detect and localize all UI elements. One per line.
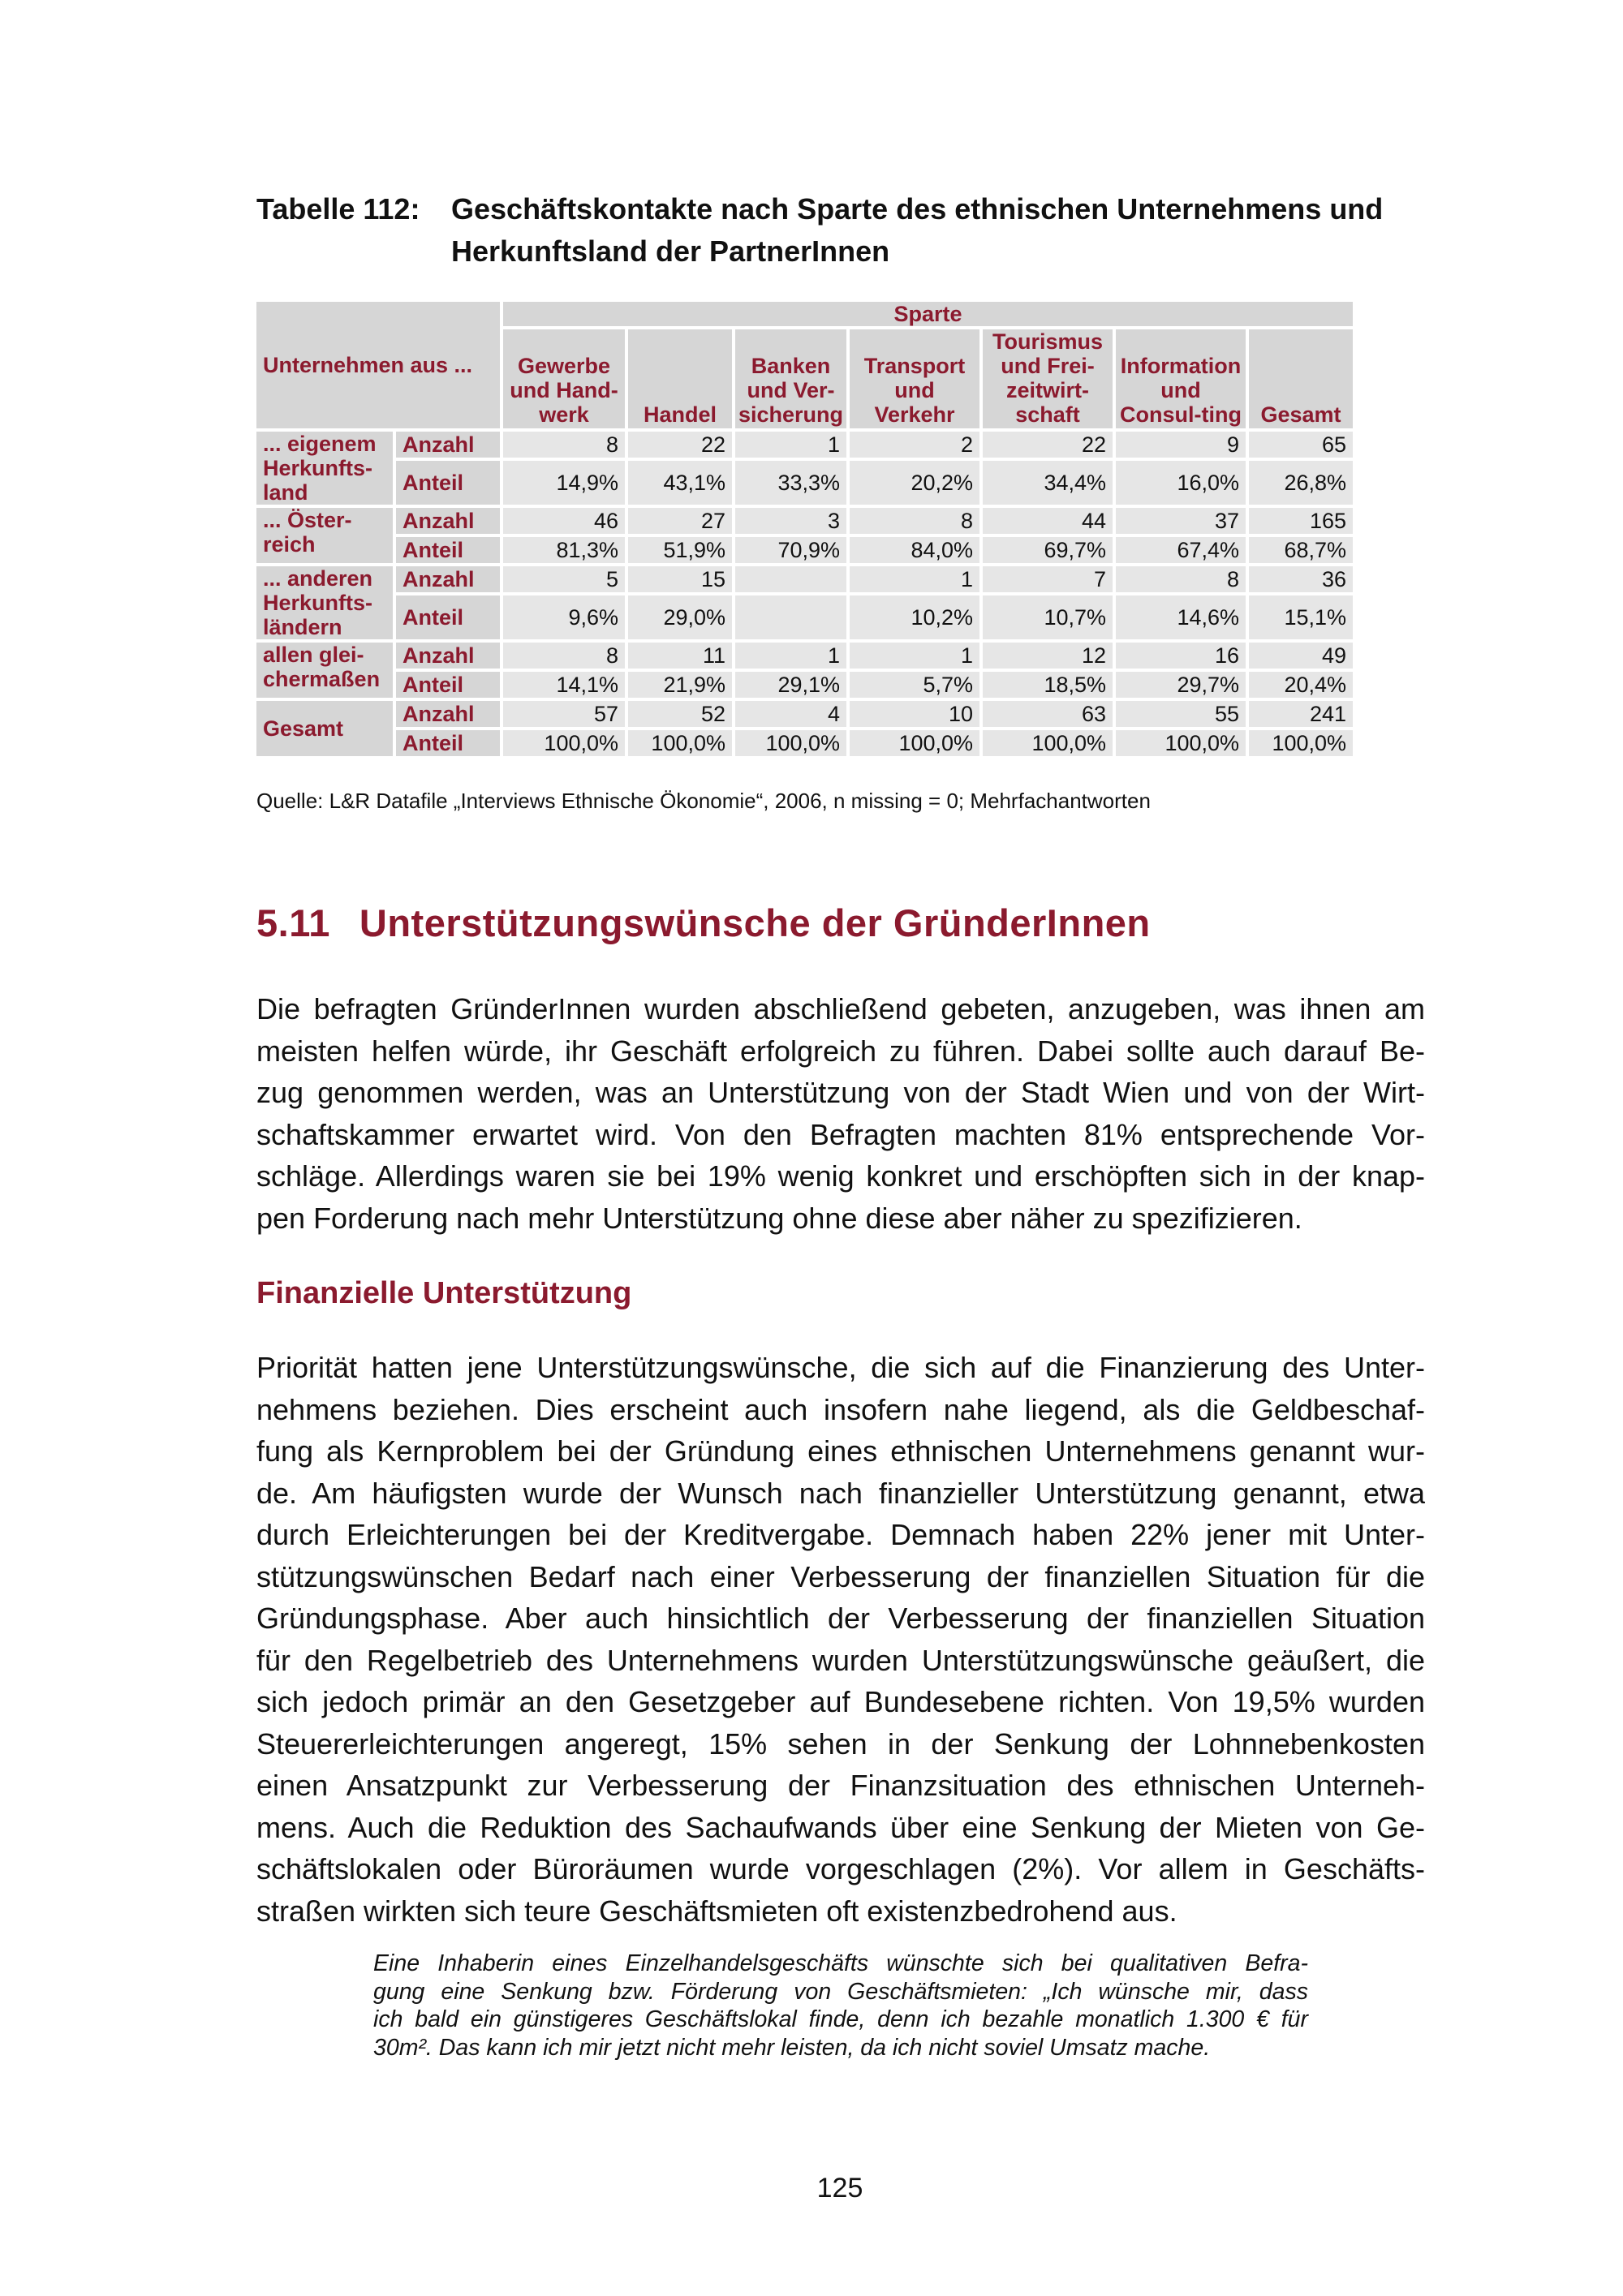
measure-label: Anteil xyxy=(396,537,500,563)
table-cell: 37 xyxy=(1116,508,1246,534)
data-table xyxy=(253,299,1356,759)
table-cell: 5 xyxy=(503,566,625,592)
text-line: straßen wirkten sich teure Geschäftsmieten oft existenzbedrohend aus. xyxy=(256,1894,1177,1928)
text-line: nehmens beziehen. Dies erscheint auch insofern nahe liegend, als die Geldbeschaf- xyxy=(256,1392,1425,1426)
section-heading xyxy=(256,901,1151,945)
table-cell: 1 xyxy=(850,643,979,669)
header-row-group xyxy=(256,302,1353,326)
quote-line: 30m². Das kann ich mir jetzt nicht mehr leisten, da ich nicht soviel Umsatz mache. xyxy=(373,2034,1211,2061)
table-row xyxy=(256,643,1353,669)
table-cell: 16 xyxy=(1116,643,1246,669)
measure-label: Anzahl xyxy=(396,643,500,669)
measure-label: Anzahl xyxy=(396,701,500,727)
table-cell: 43,1% xyxy=(628,461,732,505)
table-cell: 9,6% xyxy=(503,595,625,639)
measure-label: Anzahl xyxy=(396,566,500,592)
table-row xyxy=(256,566,1353,592)
column-header: Transport und Verkehr xyxy=(850,329,979,428)
text-line: Steuererleichterungen angeregt, 15% sehen in der Senkung der Lohnnebenkosten xyxy=(256,1726,1425,1761)
table-cell xyxy=(735,566,846,592)
row-group-label: allen glei-chermaßen xyxy=(256,643,393,698)
column-header: Information und Consul-ting xyxy=(1116,329,1246,428)
table-cell: 29,0% xyxy=(628,595,732,639)
group-header-sparte: Sparte xyxy=(503,302,1353,326)
table-cell: 27 xyxy=(628,508,732,534)
quote-line: gung eine Senkung bzw. Förderung von Geschäftsmieten: „Ich wünsche mir, dass xyxy=(373,1978,1308,2005)
table-cell: 57 xyxy=(503,701,625,727)
page-number: 125 xyxy=(816,2173,863,2204)
table-cell: 8 xyxy=(1116,566,1246,592)
table-cell: 44 xyxy=(983,508,1113,534)
section-number: 5.11 xyxy=(256,901,330,944)
text-line: schäftslokalen oder Büroräumen wurde vorgeschlagen (2%). Vor allem in Geschäfts- xyxy=(256,1852,1425,1885)
measure-label: Anzahl xyxy=(396,432,500,458)
table-cell: 20,4% xyxy=(1249,672,1353,698)
table-cell: 29,7% xyxy=(1116,672,1246,698)
column-header: Gesamt xyxy=(1249,329,1353,428)
table-cell: 10,2% xyxy=(850,595,979,639)
table-cell: 29,1% xyxy=(735,672,846,698)
text-line: de. Am häufigsten wurde der Wunsch nach finanzieller Unterstützung genannt, etwa xyxy=(256,1476,1425,1510)
measure-label: Anteil xyxy=(396,595,500,639)
table-cell: 1 xyxy=(850,566,979,592)
text-line: einen Ansatzpunkt zur Verbesserung der Finanzsituation des ethnischen Unterneh- xyxy=(256,1769,1425,1802)
row-group-label: ... Öster-reich xyxy=(256,508,393,563)
table-cell: 9 xyxy=(1116,432,1246,458)
quote-line: Eine Inhaberin eines Einzelhandelsgeschäfts wünschte sich bei qualitativen Befra- xyxy=(373,1950,1308,1976)
table-cell: 68,7% xyxy=(1249,537,1353,563)
paragraph-intro xyxy=(256,988,1425,1239)
text-line: mens. Auch die Reduktion des Sachaufwands über eine Senkung der Mieten von Ge- xyxy=(256,1810,1425,1844)
table-number: Tabelle 112: xyxy=(256,192,420,226)
table-cell: 70,9% xyxy=(735,537,846,563)
text-line: für den Regelbetrieb des Unternehmens wurden Unterstützungswünsche geäußert, die xyxy=(256,1643,1425,1677)
table-cell xyxy=(735,595,846,639)
table-cell: 21,9% xyxy=(628,672,732,698)
text-line: Die befragten GründerInnen wurden abschließend gebeten, anzugeben, was ihnen am xyxy=(256,992,1425,1025)
table-row xyxy=(256,672,1353,698)
text-line: durch Erleichterungen bei der Kreditvergabe. Demnach haben 22% jener mit Unter- xyxy=(256,1518,1425,1551)
table-cell: 100,0% xyxy=(983,730,1113,756)
measure-label: Anteil xyxy=(396,672,500,698)
measure-label: Anteil xyxy=(396,461,500,505)
table-cell: 63 xyxy=(983,701,1113,727)
column-header: Gewerbe und Hand-werk xyxy=(503,329,625,428)
text-line: schaftskammer erwartet wird. Von den Befragten machten 81% entsprechende Vor- xyxy=(256,1117,1425,1151)
table-cell: 20,2% xyxy=(850,461,979,505)
text-line: stützungswünschen Bedarf nach einer Verbesserung der finanziellen Situation für die xyxy=(256,1559,1425,1593)
table-cell: 69,7% xyxy=(983,537,1113,563)
table-cell: 12 xyxy=(983,643,1113,669)
text-line: pen Forderung nach mehr Unterstützung ohne diese aber näher zu spezifizieren. xyxy=(256,1201,1302,1235)
table-cell: 67,4% xyxy=(1116,537,1246,563)
table-cell: 100,0% xyxy=(850,730,979,756)
table-row xyxy=(256,537,1353,563)
column-header: Banken und Ver-sicherung xyxy=(735,329,846,428)
table-cell: 14,6% xyxy=(1116,595,1246,639)
table-cell: 241 xyxy=(1249,701,1353,727)
table-cell: 8 xyxy=(503,432,625,458)
table-cell: 22 xyxy=(983,432,1113,458)
table-row xyxy=(256,461,1353,505)
table-row xyxy=(256,730,1353,756)
table-row xyxy=(256,508,1353,534)
table-cell: 8 xyxy=(503,643,625,669)
table-cell: 52 xyxy=(628,701,732,727)
table-cell: 100,0% xyxy=(503,730,625,756)
table-cell: 15,1% xyxy=(1249,595,1353,639)
table-cell: 100,0% xyxy=(735,730,846,756)
table-caption xyxy=(256,188,1441,273)
table-row xyxy=(256,432,1353,458)
subheading: Finanzielle Unterstützung xyxy=(256,1276,632,1310)
table-cell: 55 xyxy=(1116,701,1246,727)
table-cell: 2 xyxy=(850,432,979,458)
quote-line: ich bald ein günstigeres Geschäftslokal finde, denn ich bezahle monatlich 1.300 € für xyxy=(373,2006,1308,2032)
text-line: sich jedoch primär an den Gesetzgeber auf Bundesebene richten. Von 19,5% wurden xyxy=(256,1685,1425,1718)
table-title: Geschäftskontakte nach Sparte des ethnischen Unternehmens und Herkunftsland der PartnerInnen xyxy=(451,192,1384,268)
table-cell: 18,5% xyxy=(983,672,1113,698)
table-cell: 46 xyxy=(503,508,625,534)
table-cell: 10,7% xyxy=(983,595,1113,639)
table-row xyxy=(256,701,1353,727)
row-header: Unternehmen aus ... xyxy=(256,302,500,428)
table-cell: 14,9% xyxy=(503,461,625,505)
column-header: Tourismus und Frei-zeitwirt-schaft xyxy=(983,329,1113,428)
table-cell: 5,7% xyxy=(850,672,979,698)
row-group-label: ... eigenem Herkunfts-land xyxy=(256,432,393,505)
table-cell: 165 xyxy=(1249,508,1353,534)
table-cell: 34,4% xyxy=(983,461,1113,505)
table-cell: 11 xyxy=(628,643,732,669)
text-line: schläge. Allerdings waren sie bei 19% wenig konkret und erschöpften sich in der knap- xyxy=(256,1159,1425,1193)
measure-label: Anzahl xyxy=(396,508,500,534)
table-cell: 84,0% xyxy=(850,537,979,563)
measure-label: Anteil xyxy=(396,730,500,756)
table-cell: 51,9% xyxy=(628,537,732,563)
row-group-label: Gesamt xyxy=(256,701,393,756)
table-cell: 36 xyxy=(1249,566,1353,592)
table-source: Quelle: L&R Datafile „Interviews Ethnische Ökonomie“, 2006, n missing = 0; Mehrfachantworten xyxy=(256,789,1151,813)
text-line: meisten helfen würde, ihr Geschäft erfolgreich zu führen. Dabei sollte auch darauf Be- xyxy=(256,1034,1425,1068)
table-cell: 33,3% xyxy=(735,461,846,505)
section-title: Unterstützungswünsche der GründerInnen xyxy=(359,901,1151,944)
table-cell: 100,0% xyxy=(1116,730,1246,756)
table-cell: 26,8% xyxy=(1249,461,1353,505)
column-header: Handel xyxy=(628,329,732,428)
table-row xyxy=(256,595,1353,639)
table-cell: 1 xyxy=(735,643,846,669)
table-cell: 49 xyxy=(1249,643,1353,669)
table-cell: 65 xyxy=(1249,432,1353,458)
table-cell: 3 xyxy=(735,508,846,534)
text-line: fung als Kernproblem bei der Gründung eines ethnischen Unternehmens genannt wur- xyxy=(256,1434,1425,1468)
table-cell: 10 xyxy=(850,701,979,727)
table-cell: 100,0% xyxy=(628,730,732,756)
quote-block xyxy=(373,1950,1308,2062)
text-line: Gründungsphase. Aber auch hinsichtlich der Verbesserung der finanziellen Situation xyxy=(256,1602,1425,1635)
table-cell: 4 xyxy=(735,701,846,727)
row-group-label: ... anderen Herkunfts-ländern xyxy=(256,566,393,639)
table-cell: 15 xyxy=(628,566,732,592)
text-line: zug genommen werden, was an Unterstützung von der Stadt Wien und von der Wirt- xyxy=(256,1076,1425,1109)
text-line: Priorität hatten jene Unterstützungswünsche, die sich auf die Finanzierung des Unter- xyxy=(256,1351,1425,1384)
table-cell: 7 xyxy=(983,566,1113,592)
table-cell: 8 xyxy=(850,508,979,534)
table-cell: 1 xyxy=(735,432,846,458)
table-cell: 100,0% xyxy=(1249,730,1353,756)
paragraph-financial xyxy=(256,1347,1425,1932)
table-cell: 16,0% xyxy=(1116,461,1246,505)
table-cell: 22 xyxy=(628,432,732,458)
table-cell: 14,1% xyxy=(503,672,625,698)
table-cell: 81,3% xyxy=(503,537,625,563)
